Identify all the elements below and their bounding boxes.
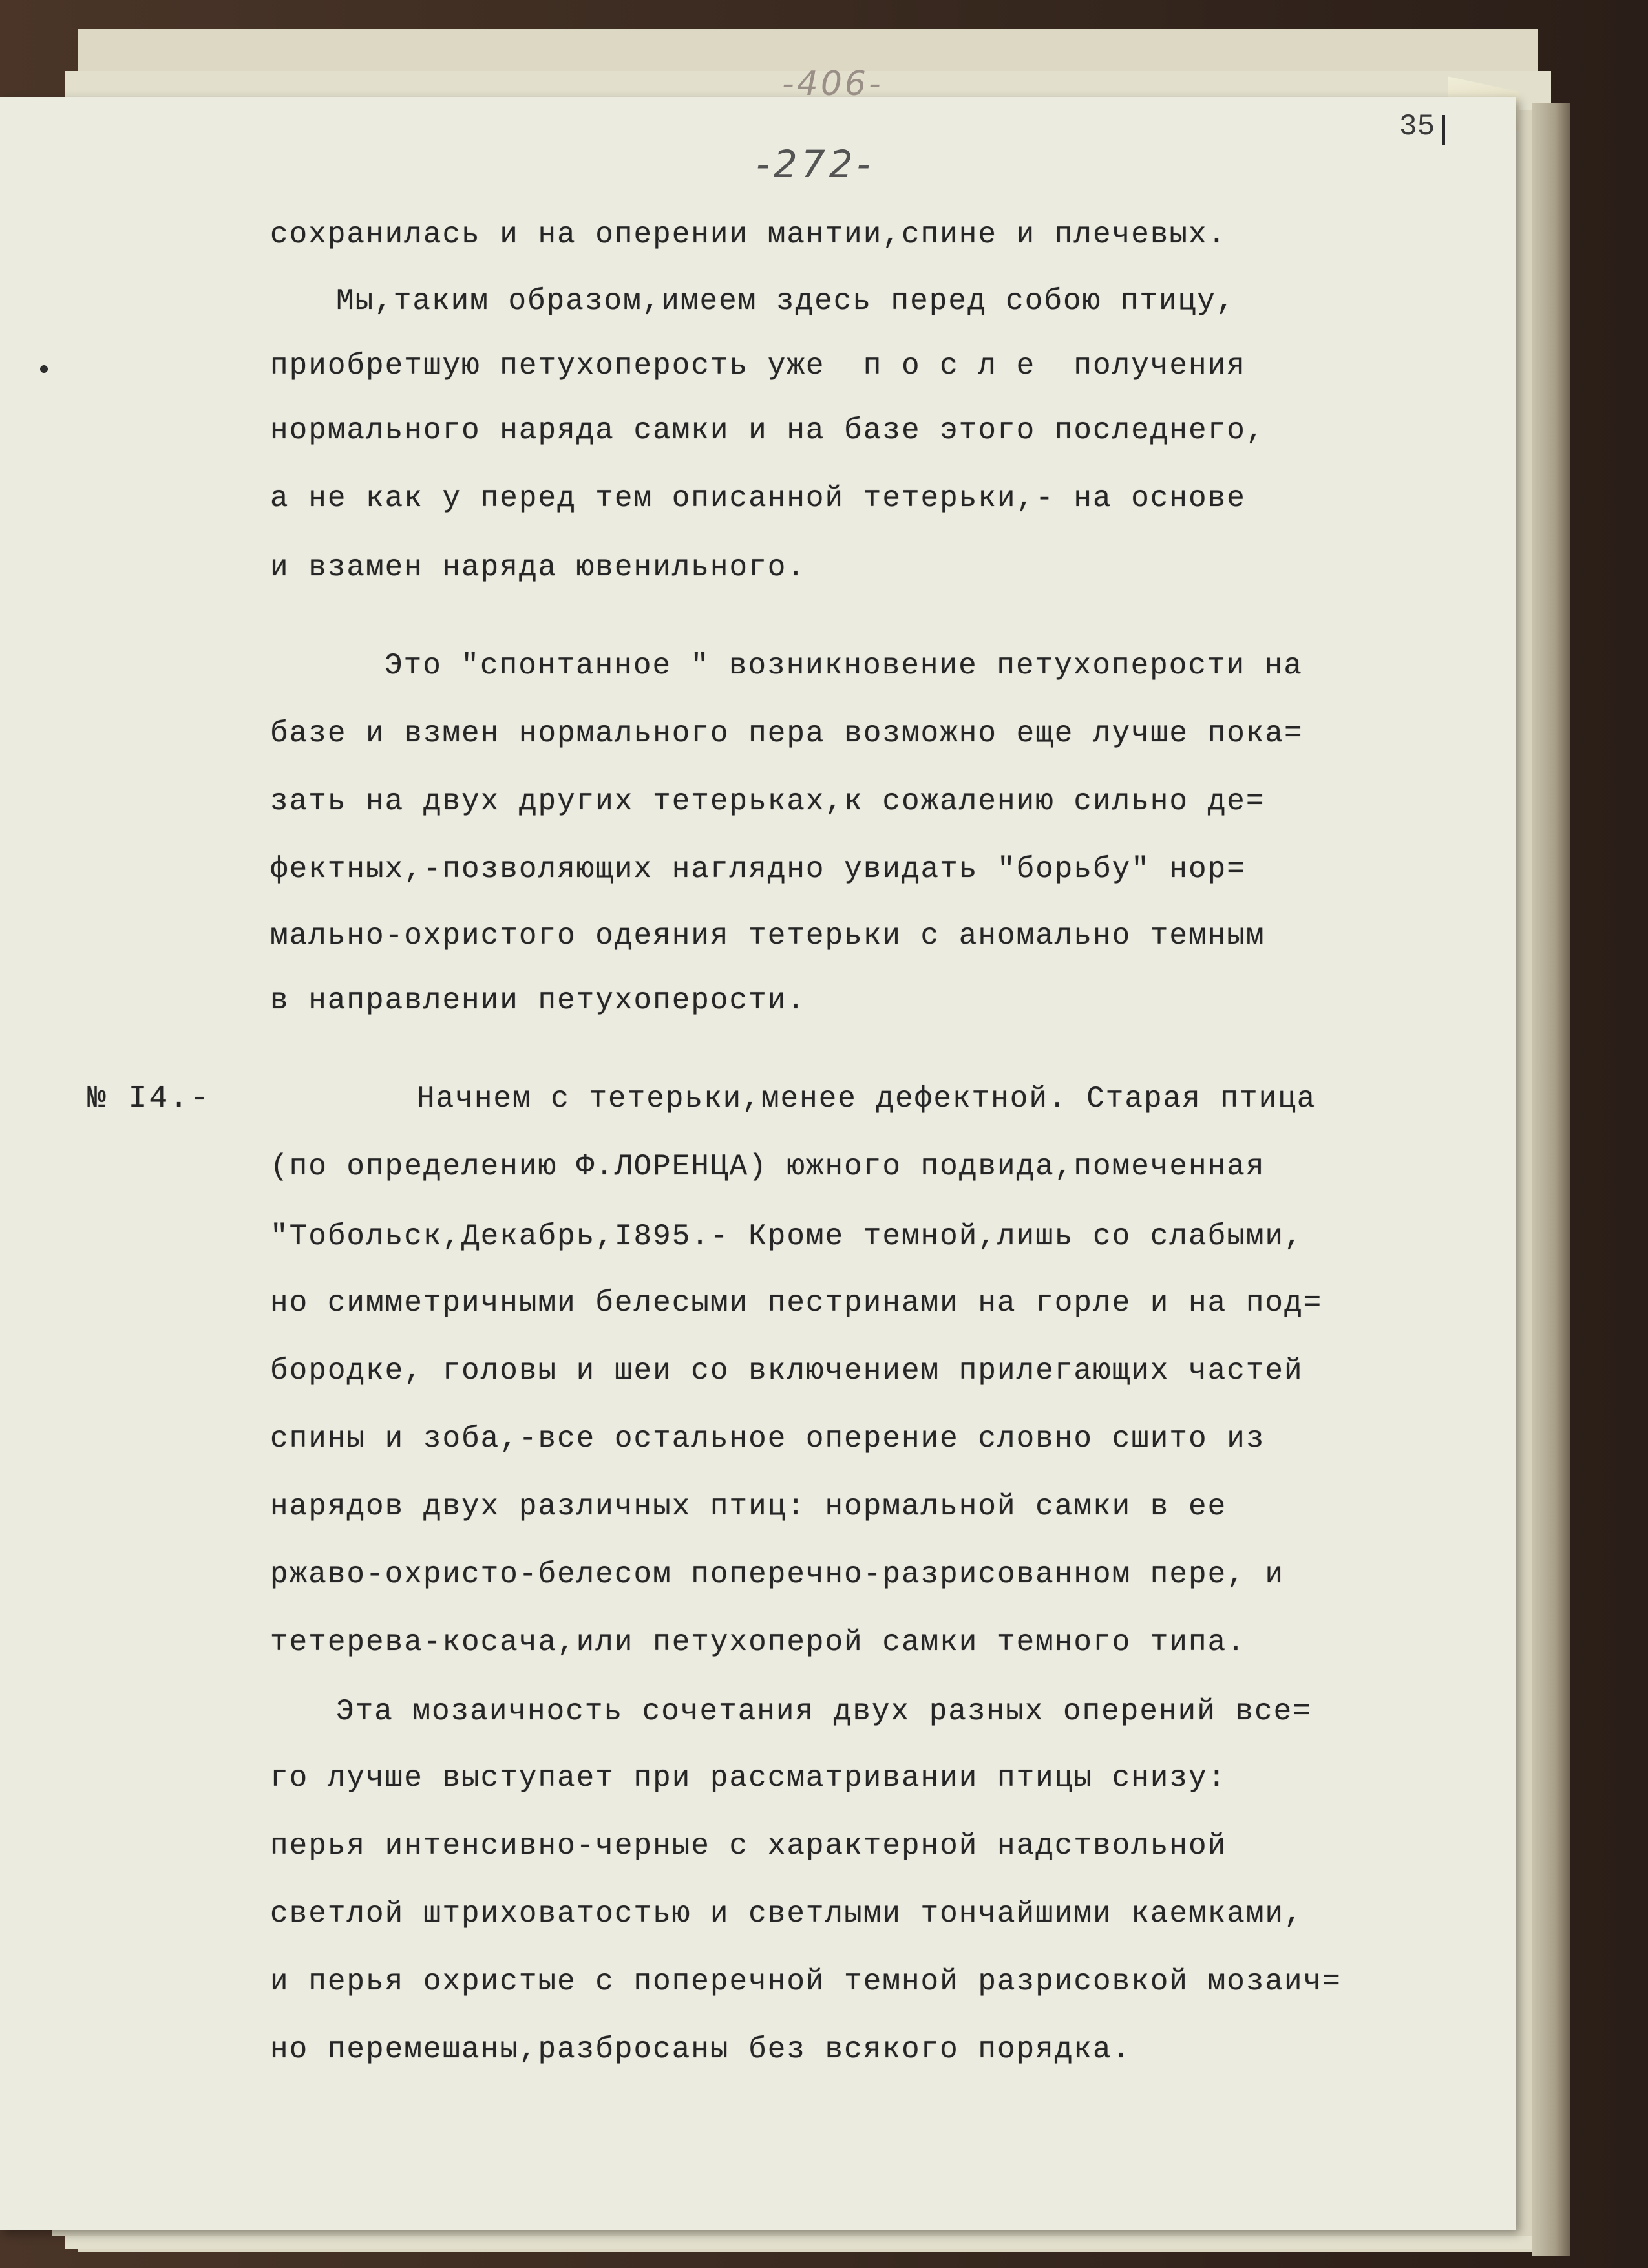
- text-line: а не как у перед тем описанной тетерьки,- на основе: [270, 482, 1246, 515]
- text-line: спины и зоба,-все остальное оперение словно сшито из: [270, 1422, 1265, 1456]
- text-line: зать на двух других тетерьках,к сожалению сильно де=: [270, 785, 1265, 818]
- text-line: базе и взмен нормального пера возможно еще лучше пока=: [270, 717, 1304, 750]
- margin-ink-dot: [40, 365, 48, 373]
- text-line: "Тобольск,Декабрь,I895.- Кроме темной,лишь со слабыми,: [270, 1220, 1304, 1253]
- text-line: нормального наряда самки и на базе этого последнего,: [270, 414, 1265, 447]
- text-line: го лучше выступает при рассматривании птицы снизу:: [270, 1761, 1227, 1795]
- text-line: фектных,-позволяющих наглядно увидать "борьбу" нор=: [270, 853, 1246, 886]
- text-line: светлой штриховатостью и светлыми тончайшими каемками,: [270, 1897, 1304, 1931]
- text-line: Это "спонтанное " возникновение петухоперости на: [385, 649, 1304, 683]
- text-line: и перья охристые с поперечной темной разрисовкой мозаич=: [270, 1965, 1342, 1998]
- page-number: -272-: [756, 142, 874, 186]
- text-line: в направлении петухоперости.: [270, 984, 806, 1017]
- archive-mark: -406-: [782, 65, 883, 103]
- text-line: но перемешаны,разбросаны без всякого порядка.: [270, 2033, 1132, 2066]
- page-stack-edge: [1532, 103, 1570, 2256]
- text-line: ржаво-охристо-белесом поперечно-разрисованном пере, и: [270, 1558, 1285, 1591]
- text-line: нарядов двух различных птиц: нормальной самки в ее: [270, 1490, 1227, 1523]
- text-line: перья интенсивно-черные с характерной надствольной: [270, 1829, 1227, 1863]
- text-line: тетерева-косача,или петухоперой самки темного типа.: [270, 1626, 1246, 1659]
- text-line: Мы,таким образом,имеем здесь перед собою птицу,: [336, 284, 1236, 318]
- text-line: Эта мозаичность сочетания двух разных оперений все=: [336, 1695, 1312, 1728]
- text-line: Начнем с тетерьки,менее дефектной. Старая птица: [417, 1082, 1316, 1116]
- text-line: приобретшую петухоперость уже п о с л е получения: [270, 349, 1246, 383]
- folio-mark: [1442, 115, 1445, 145]
- text-line: бородке, головы и шеи со включением прилегающих частей: [270, 1354, 1304, 1388]
- text-line: (по определению Ф.ЛОРЕНЦА) южного подвида,помеченная: [270, 1150, 1265, 1183]
- folio-number: 35: [1399, 110, 1435, 143]
- text-line: но симметричными белесыми пестринами на горле и на под=: [270, 1286, 1323, 1320]
- text-line: мально-охристого одеяния тетерьки с аномально темным: [270, 919, 1265, 953]
- text-line: сохранилась и на оперении мантии,спине и плечевых.: [270, 218, 1227, 251]
- text-line: и взамен наряда ювенильного.: [270, 551, 806, 584]
- specimen-entry-label: № I4.-: [87, 1081, 211, 1116]
